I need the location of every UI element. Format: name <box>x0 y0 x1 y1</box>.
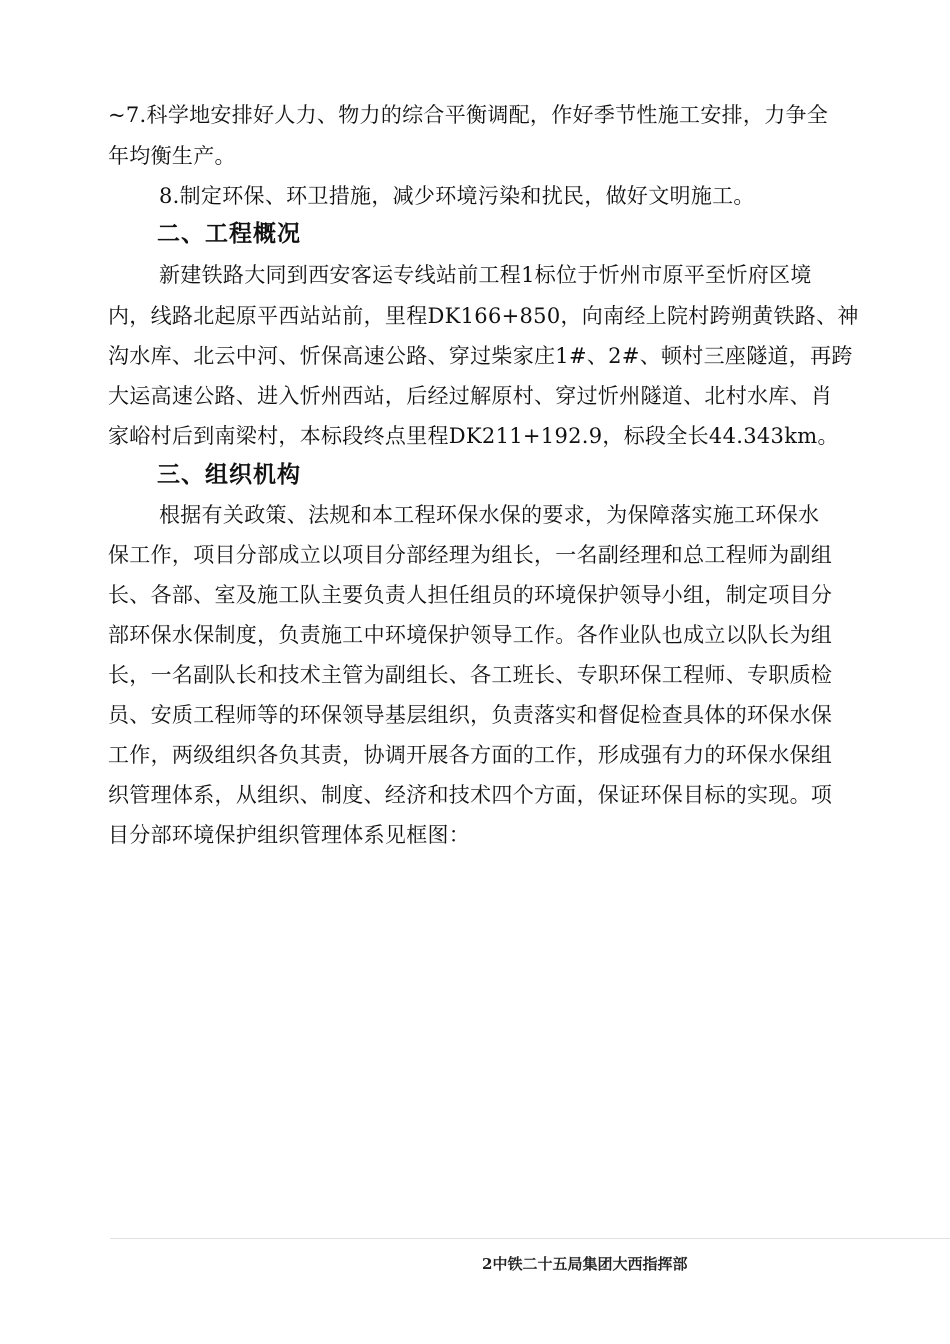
section-heading-overview: 二、工程概况 <box>157 221 301 247</box>
paragraph-line: 长、各部、室及施工队主要负责人担任组员的环境保护领导小组，制定项目分 <box>108 583 833 607</box>
paragraph-line: 长，一名副队长和技术主管为副组长、各工班长、专职环保工程师、专职质检 <box>108 663 833 687</box>
paragraph-line: 目分部环境保护组织管理体系见框图： <box>108 823 471 847</box>
paragraph-line: 工作，两级组织各负其责，协调开展各方面的工作，形成强有力的环保水保组 <box>108 743 833 767</box>
paragraph-line: 织管理体系，从组织、制度、经济和技术四个方面，保证环保目标的实现。项 <box>108 783 833 807</box>
paragraph-line: 大运高速公路、进入忻州西站，后经过解原村、穿过忻州隧道、北村水库、肖 <box>108 384 833 408</box>
paragraph-line: ~7.科学地安排好人力、物力的综合平衡调配，作好季节性施工安排，力争全 <box>108 103 829 127</box>
footer-divider <box>110 1238 950 1239</box>
paragraph-line: 新建铁路大同到西安客运专线站前工程1标位于忻州市原平至忻府区境 <box>159 263 812 287</box>
paragraph-line: 员、安质工程师等的环保领导基层组织，负责落实和督促检查具体的环保水保 <box>108 703 833 727</box>
paragraph-line: 部环保水保制度，负责施工中环境保护领导工作。各作业队也成立以队长为组 <box>108 623 833 647</box>
paragraph-line: 沟水库、北云中河、忻保高速公路、穿过柴家庄1#、2#、顿村三座隧道，再跨 <box>108 344 853 368</box>
footer-organization: 中铁二十五局集团大西指挥部 <box>492 1255 688 1273</box>
paragraph-line: 家峪村后到南梁村，本标段终点里程DK211+192.9，标段全长44.343km。 <box>108 424 839 448</box>
paragraph-line: 内，线路北起原平西站站前，里程DK166+850，向南经上院村跨朔黄铁路、神 <box>108 304 859 328</box>
section-heading-organization: 三、组织机构 <box>157 462 301 488</box>
paragraph-line: 8.制定环保、环卫措施，减少环境污染和扰民，做好文明施工。 <box>159 184 755 208</box>
paragraph-line: 根据有关政策、法规和本工程环保水保的要求，为保障落实施工环保水 <box>159 503 820 527</box>
paragraph-line: 年均衡生产。 <box>108 144 236 168</box>
page-number: 2 <box>482 1255 493 1273</box>
page-footer <box>482 1254 687 1274</box>
paragraph-line: 保工作，项目分部成立以项目分部经理为组长，一名副经理和总工程师为副组 <box>108 543 833 567</box>
